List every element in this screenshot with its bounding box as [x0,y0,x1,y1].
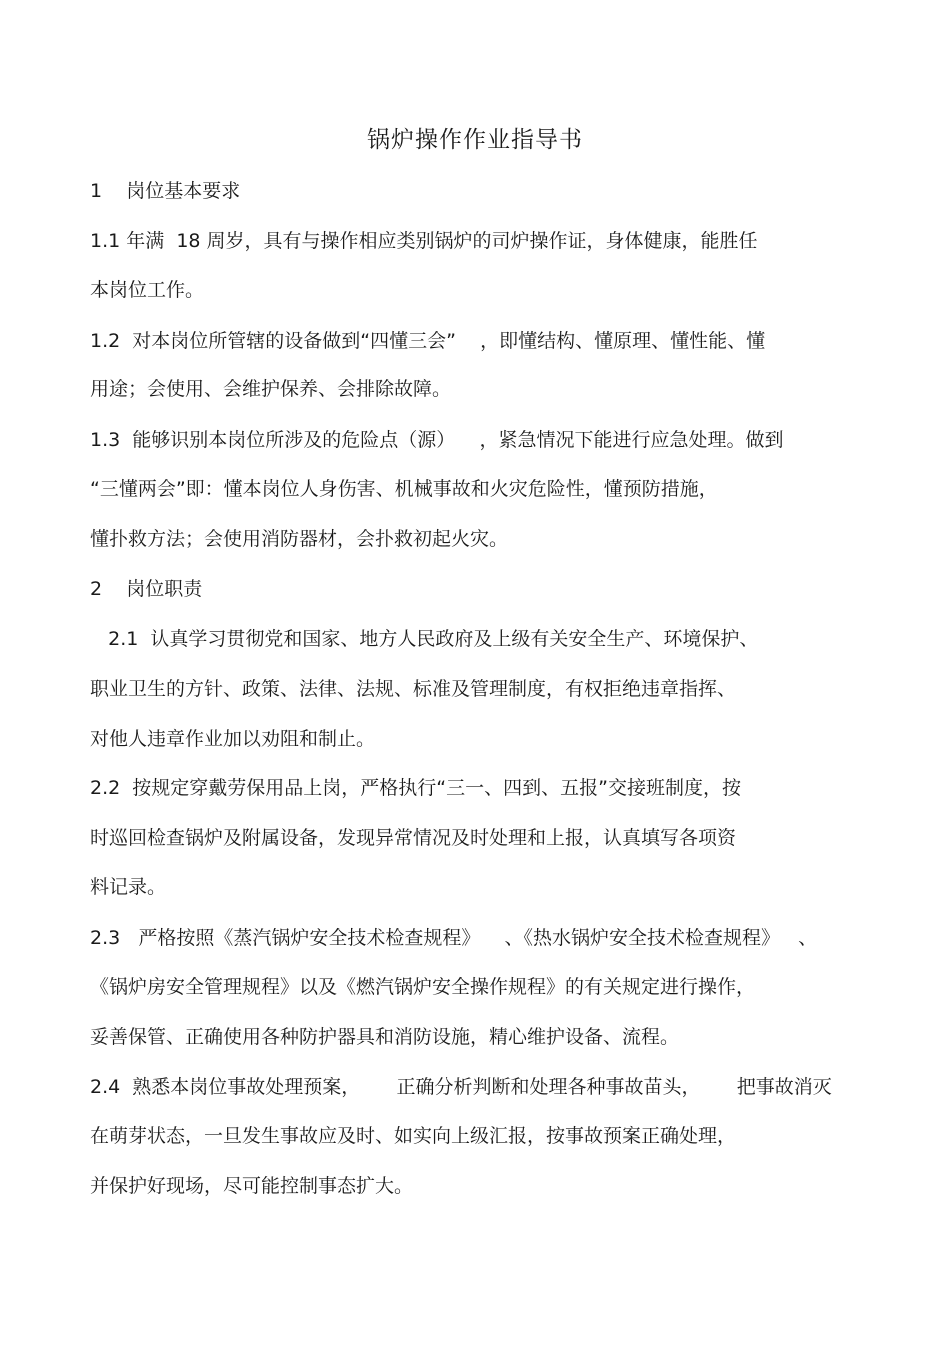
paragraph-line: 在萌芽状态，一旦发生事故应及时、如实向上级汇报，按事故预案正确处理， [90,1125,737,1147]
paragraph-line: 懂扑救方法；会使用消防器材，会扑救初起火灾。 [90,528,509,550]
paragraph-line: 2.3 严格按照《蒸汽锅炉安全技术检查规程》 、《热水锅炉安全技术检查规程》 、 [90,927,818,949]
paragraph-line: 用途；会使用、会维护保养、会排除故障。 [90,378,452,400]
paragraph-line: 1.3 能够识别本岗位所涉及的危险点（源） ，紧急情况下能进行应急处理。做到 [90,429,784,451]
paragraph-line: 1.2 对本岗位所管辖的设备做到“四懂三会” ，即懂结构、懂原理、懂性能、懂 [90,330,766,352]
paragraph-line: 2.4 熟悉本岗位事故处理预案， 正确分析判断和处理各种事故苗头， 把事故消灭 [90,1076,832,1098]
paragraph-line: 1.1 年满 18 周岁，具有与操作相应类别锅炉的司炉操作证，身体健康，能胜任 [90,230,758,252]
section-1-heading: 1 岗位基本要求 [90,180,241,202]
paragraph-line: 《锅炉房安全管理规程》以及《燃汽锅炉安全操作规程》的有关规定进行操作， [90,976,756,998]
paragraph-line: “三懂两会”即：懂本岗位人身伤害、机械事故和火灾危险性，懂预防措施， [90,478,718,500]
paragraph-line: 时巡回检查锅炉及附属设备，发现异常情况及时处理和上报，认真填写各项资 [90,827,737,849]
document-title: 锅炉操作作业指导书 [367,127,583,153]
paragraph-line: 对他人违章作业加以劝阻和制止。 [90,728,376,750]
paragraph-line: 2.1 认真学习贯彻党和国家、地方人民政府及上级有关安全生产、环境保护、 [90,628,759,650]
paragraph-line: 2.2 按规定穿戴劳保用品上岗，严格执行“三一、四到、五报”交接班制度，按 [90,777,741,799]
paragraph-line: 本岗位工作。 [90,279,205,301]
paragraph-line: 并保护好现场，尽可能控制事态扩大。 [90,1175,414,1197]
paragraph-line: 妥善保管、正确使用各种防护器具和消防设施，精心维护设备、流程。 [90,1026,680,1048]
paragraph-line: 料记录。 [90,876,167,898]
section-2-heading: 2 岗位职责 [90,578,203,600]
paragraph-line: 职业卫生的方针、政策、法律、法规、标准及管理制度，有权拒绝违章指挥、 [90,678,737,700]
